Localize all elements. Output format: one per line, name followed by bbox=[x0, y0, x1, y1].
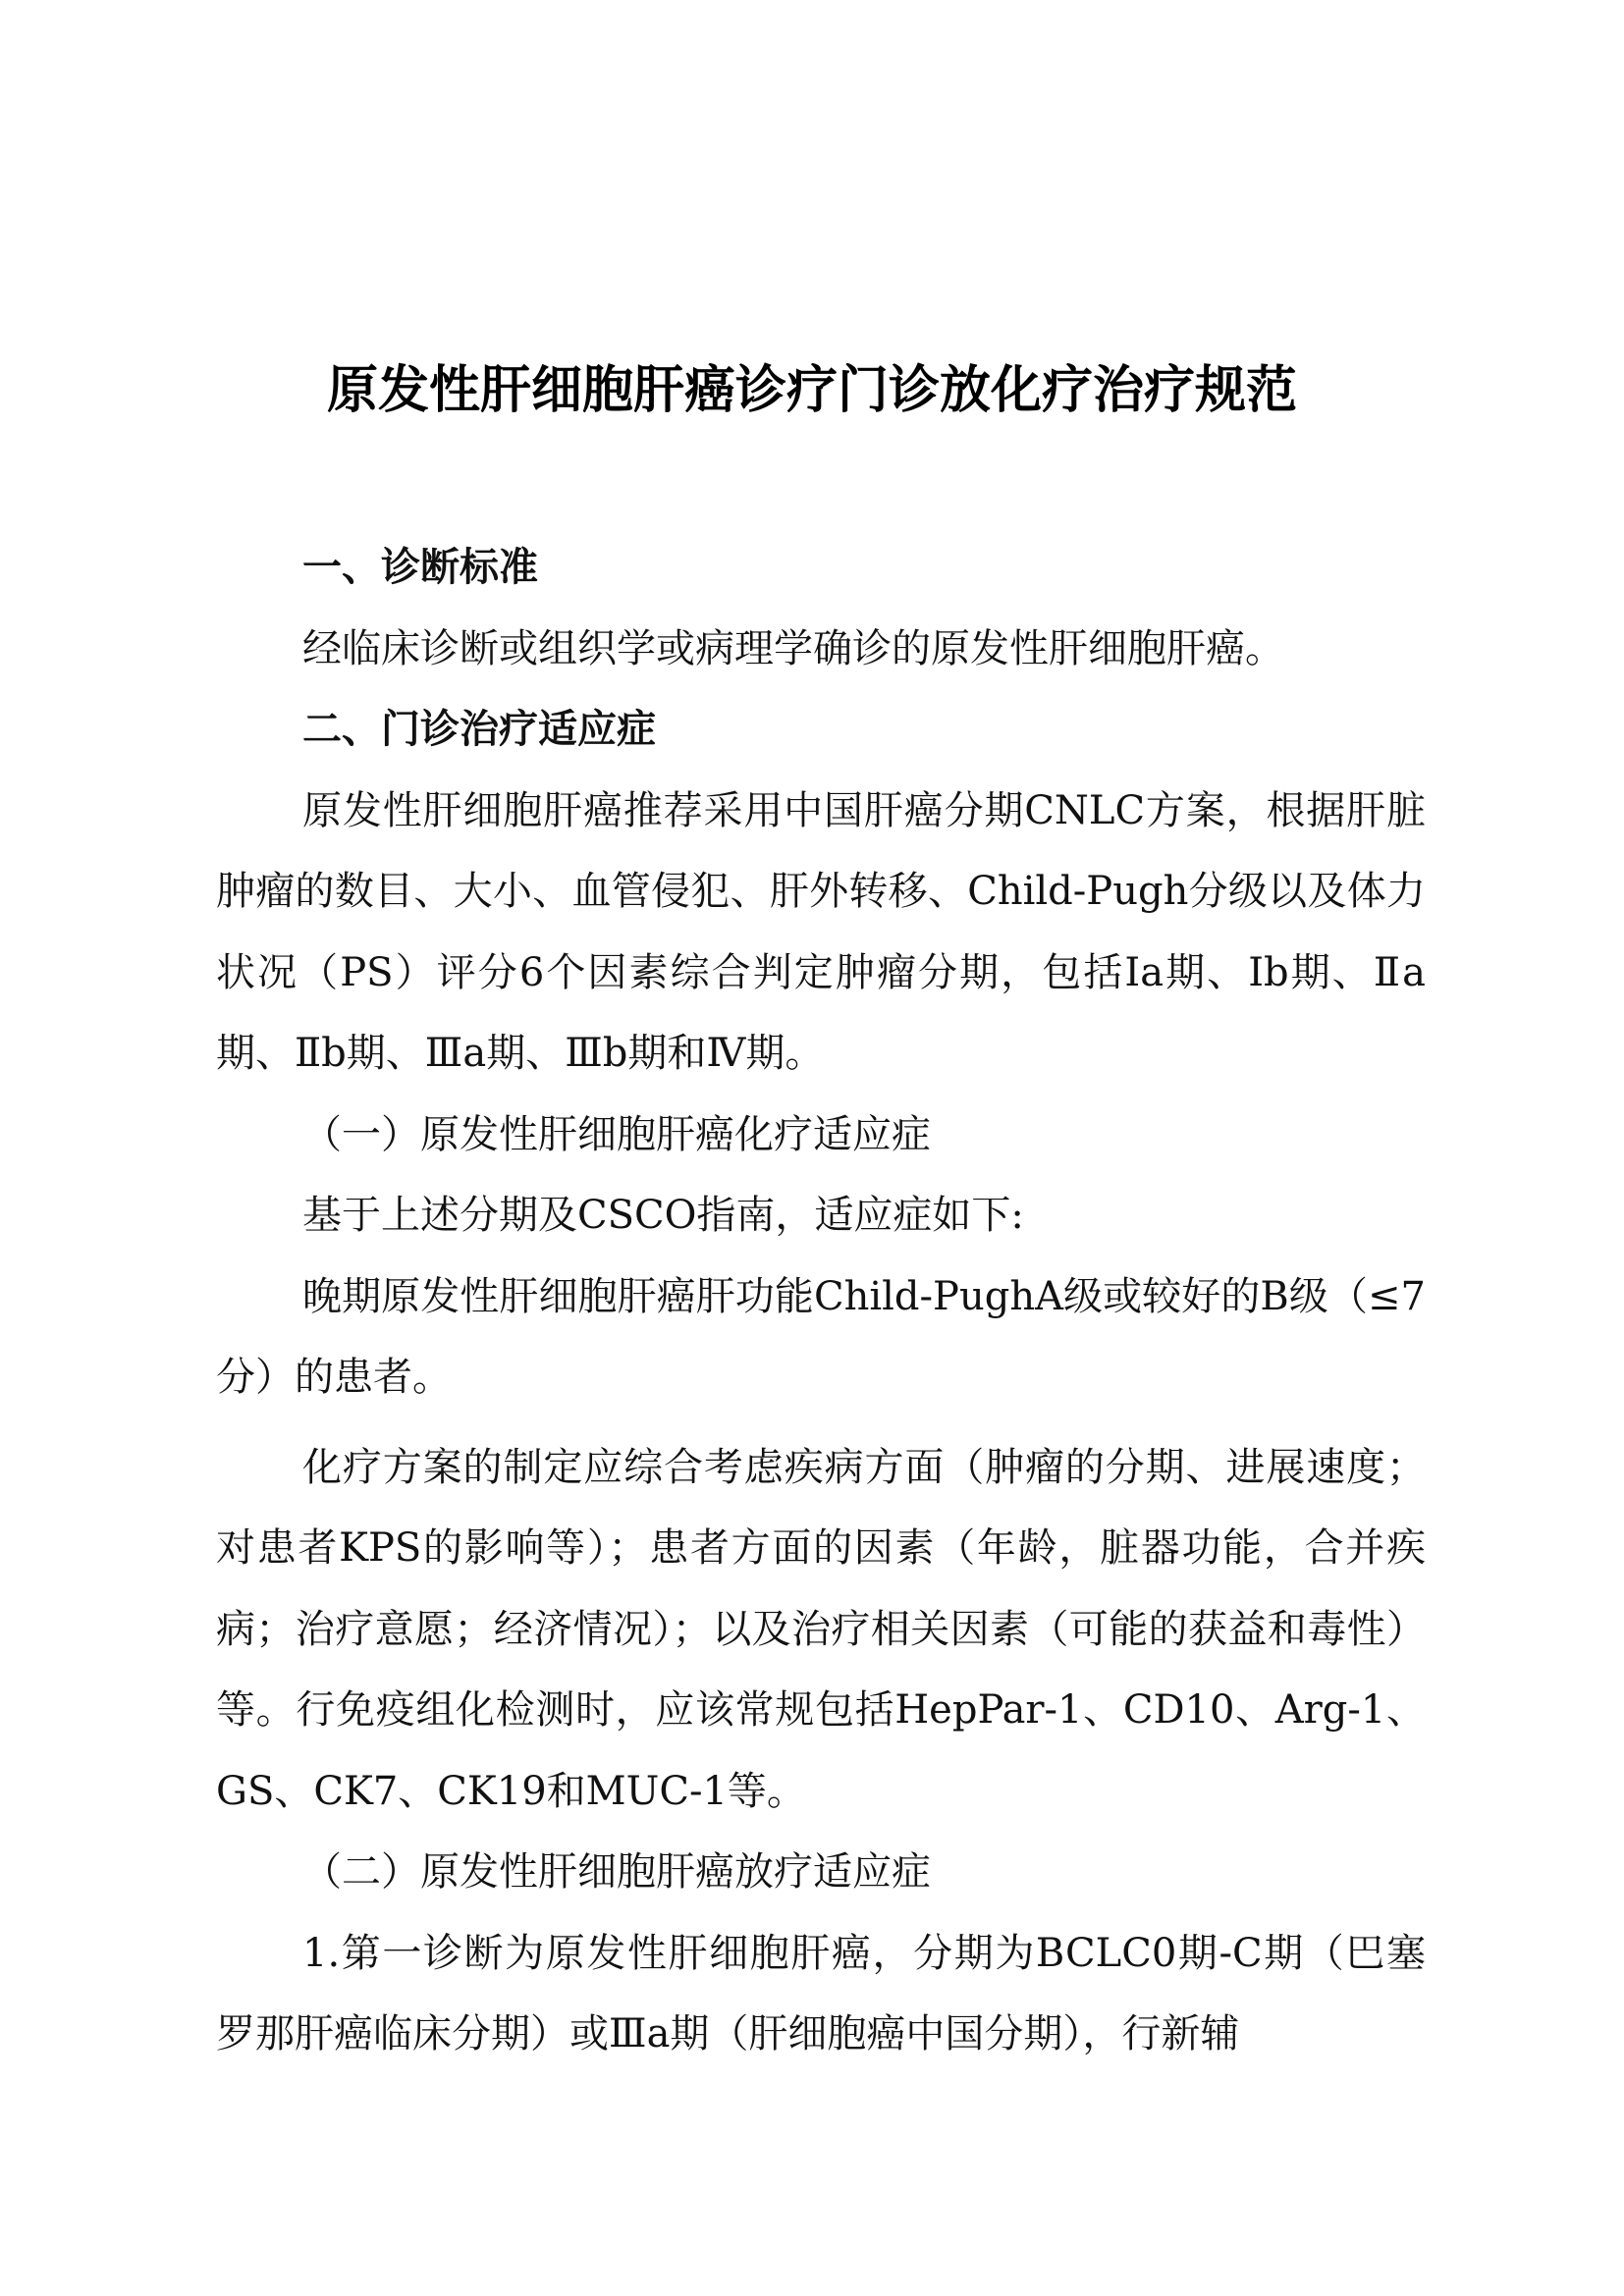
paragraph-radio-1: 1.第一诊断为原发性肝细胞肝癌，分期为BCLC0期-C期（巴塞罗那肝癌临床分期）或Ⅲa期（肝细胞癌中国分期），行新辅 bbox=[216, 1930, 1426, 2056]
subsection-heading-chemo: （一）原发性肝细胞肝癌化疗适应症 bbox=[302, 1111, 931, 1157]
paragraph-child-pugh: 晚期原发性肝细胞肝癌肝功能Child-PughA级或较好的B级（≤7分）的患者。 bbox=[216, 1273, 1426, 1400]
document-title: 原发性肝细胞肝癌诊疗门诊放化疗治疗规范 bbox=[326, 360, 1297, 420]
paragraph-csco: 基于上述分期及CSCO指南，适应症如下: bbox=[302, 1193, 1024, 1238]
paragraph-chemo-plan: 化疗方案的制定应综合考虑疾病方面（肿瘤的分期、进展速度；对患者KPS的影响等）；患者方面的因素（年龄，脏器功能，合并疾病；治疗意愿；经济情况）；以及治疗相关因素（可能的获益和毒性）等。行免疫组化检测时，应该常规包括HepPar-1、CD10、Arg-1、GS、CK7、CK19和MUC-1等。 bbox=[216, 1444, 1426, 1814]
subsection-heading-radio: （二）原发性肝细胞肝癌放疗适应症 bbox=[302, 1849, 931, 1895]
paragraph-diagnosis: 经临床诊断或组织学或病理学确诊的原发性肝细胞肝癌。 bbox=[302, 625, 1284, 671]
section-heading-diagnosis: 一、诊断标准 bbox=[302, 545, 538, 590]
document-body bbox=[216, 527, 1426, 2075]
paragraph-staging: 原发性肝细胞肝癌推荐采用中国肝癌分期CNLC方案，根据肝脏肿瘤的数目、大小、血管侵犯、肝外转移、Child-Pugh分级以及体力状况（PS）评分6个因素综合判定肿瘤分期，包括Ia期、Ib期、Ⅱa期、Ⅱb期、Ⅲa期、Ⅲb期和Ⅳ期。 bbox=[216, 787, 1426, 1076]
section-heading-indications: 二、门诊治疗适应症 bbox=[302, 707, 656, 752]
